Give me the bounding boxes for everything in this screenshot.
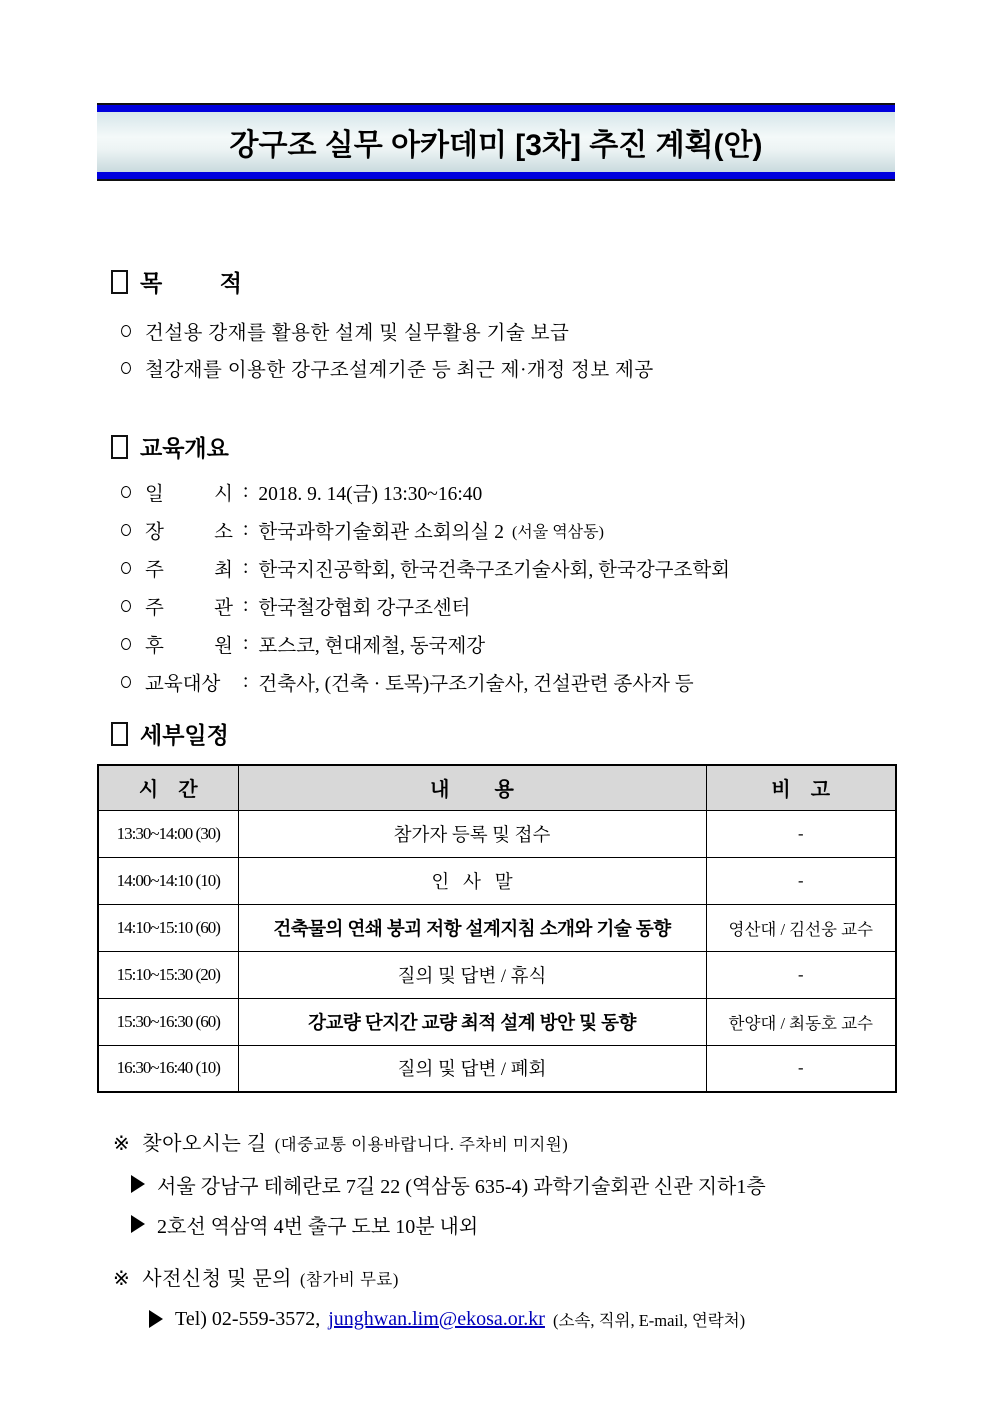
square-bullet-icon — [111, 435, 128, 459]
triangle-bullet-icon — [131, 1175, 145, 1193]
purpose-bullet-text: 철강재를 이용한 강구조설계기준 등 최근 제·개정 정보 제공 — [145, 359, 654, 381]
registration-title: 사전신청 및 문의 — [142, 1268, 293, 1290]
column-header-content: 내 용 — [238, 765, 706, 810]
table-row — [98, 810, 896, 857]
content-cell: 질의 및 답변 / 폐회 — [238, 1045, 706, 1092]
directions-item-text: 서울 강남구 테헤란로 7길 22 (역삼동 635-4) 과학기술회관 신관 지하1층 — [157, 1175, 766, 1198]
banner-body — [97, 112, 895, 172]
note-cell: - — [706, 951, 896, 998]
list-item — [97, 663, 895, 701]
reference-mark-icon: ※ — [113, 1133, 131, 1155]
content-cell: 질의 및 답변 / 휴식 — [238, 951, 706, 998]
content-cell: 강교량 단지간 교량 최적 설계 방안 및 동향 — [238, 998, 706, 1045]
time-cell: 14:00~14:10 (10) — [98, 857, 238, 904]
section-heading-overview — [97, 430, 895, 463]
section-heading-purpose — [97, 265, 895, 298]
directions-list — [97, 1164, 895, 1244]
purpose-bullet-text: 건설용 강재를 활용한 설계 및 실무활용 기술 보급 — [145, 322, 570, 344]
schedule-table — [97, 764, 897, 1093]
column-header-note: 비 고 — [706, 765, 896, 810]
list-item — [97, 511, 895, 549]
table-row — [98, 998, 896, 1045]
time-cell: 15:30~16:30 (60) — [98, 998, 238, 1045]
square-bullet-icon — [111, 722, 128, 746]
column-header-time: 시 간 — [98, 765, 238, 810]
banner-bottom-bar — [97, 172, 895, 179]
table-row — [98, 951, 896, 998]
field-value: 한국철강협회 강구조센터 — [258, 598, 471, 619]
time-cell: 14:10~15:10 (60) — [98, 904, 238, 951]
document-title: 강구조 실무 아카데미 [3차] 추진 계획(안) — [229, 129, 763, 162]
field-label: 후 원 — [145, 636, 233, 657]
field-value: 2018. 9. 14(금) 13:30~16:40 — [258, 484, 483, 505]
circle-bullet-icon — [121, 676, 131, 688]
list-item — [97, 1164, 895, 1204]
list-item — [97, 312, 895, 349]
note-cell: - — [706, 810, 896, 857]
label-separator: : — [243, 595, 249, 616]
table-header-row — [98, 765, 896, 810]
section-title-purpose: 목 적 — [140, 270, 242, 296]
time-cell: 16:30~16:40 (10) — [98, 1045, 238, 1092]
circle-bullet-icon — [121, 562, 131, 574]
section-heading-schedule — [97, 717, 895, 750]
banner-top-bar — [97, 105, 895, 112]
content-cell: 건축물의 연쇄 붕괴 저항 설계지침 소개와 기술 동향 — [238, 904, 706, 951]
list-item — [97, 625, 895, 663]
label-separator: : — [243, 481, 249, 502]
section-title-schedule: 세부일정 — [140, 722, 229, 748]
triangle-bullet-icon — [131, 1215, 145, 1233]
directions-title: 찾아오시는 길 — [142, 1133, 267, 1155]
note-cell: - — [706, 1045, 896, 1092]
note-cell: 한양대 / 최동호 교수 — [706, 998, 896, 1045]
field-label: 주 최 — [145, 560, 233, 581]
time-cell: 13:30~14:00 (30) — [98, 810, 238, 857]
table-row — [98, 904, 896, 951]
content-cell: 참가자 등록 및 접수 — [238, 810, 706, 857]
title-banner — [97, 103, 895, 181]
field-value: 건축사, (건축 · 토목)구조기술사, 건설관련 종사자 등 — [258, 674, 694, 695]
label-separator: : — [243, 671, 249, 692]
contact-line — [97, 1299, 895, 1339]
circle-bullet-icon — [121, 524, 131, 536]
table-row — [98, 1045, 896, 1092]
list-item — [97, 587, 895, 625]
field-label: 주 관 — [145, 598, 233, 619]
table-row — [98, 857, 896, 904]
circle-bullet-icon — [121, 600, 131, 612]
overview-list — [97, 473, 895, 701]
circle-bullet-icon — [121, 486, 131, 498]
registration-note: (참가비 무료) — [300, 1270, 399, 1289]
field-label: 장 소 — [145, 522, 233, 543]
field-note: (서울 역삼동) — [511, 523, 604, 541]
list-item — [97, 549, 895, 587]
list-item — [97, 349, 895, 386]
email-link[interactable]: junghwan.lim@ekosa.or.kr — [328, 1307, 545, 1330]
label-separator: : — [243, 557, 249, 578]
field-label: 교육대상 — [145, 674, 221, 695]
registration-heading — [97, 1262, 895, 1291]
directions-note: (대중교통 이용바랍니다. 주차비 미지원) — [274, 1135, 569, 1154]
circle-bullet-icon — [121, 325, 131, 337]
field-value: 한국과학기술회관 소회의실 2 — [258, 522, 504, 543]
directions-heading — [97, 1127, 895, 1156]
list-item — [97, 473, 895, 511]
section-title-overview: 교육개요 — [140, 435, 229, 461]
note-cell: - — [706, 857, 896, 904]
label-separator: : — [243, 633, 249, 654]
field-value: 포스코, 현대제철, 동국제강 — [258, 636, 486, 657]
circle-bullet-icon — [121, 638, 131, 650]
time-cell: 15:10~15:30 (20) — [98, 951, 238, 998]
reference-mark-icon: ※ — [113, 1268, 131, 1290]
phone-number: Tel) 02-559-3572, — [175, 1307, 321, 1330]
square-bullet-icon — [111, 270, 128, 294]
content-cell: 인 사 말 — [238, 857, 706, 904]
note-cell: 영산대 / 김선웅 교수 — [706, 904, 896, 951]
purpose-list — [97, 312, 895, 386]
circle-bullet-icon — [121, 362, 131, 374]
contact-fields-note: (소속, 직위, E-mail, 연락처) — [552, 1311, 746, 1330]
field-label: 일 시 — [145, 484, 233, 505]
triangle-bullet-icon — [149, 1310, 163, 1328]
directions-item-text: 2호선 역삼역 4번 출구 도보 10분 내외 — [157, 1215, 479, 1238]
field-value: 한국지진공학회, 한국건축구조기술사회, 한국강구조학회 — [258, 560, 731, 581]
label-separator: : — [243, 519, 249, 540]
list-item — [97, 1204, 895, 1244]
